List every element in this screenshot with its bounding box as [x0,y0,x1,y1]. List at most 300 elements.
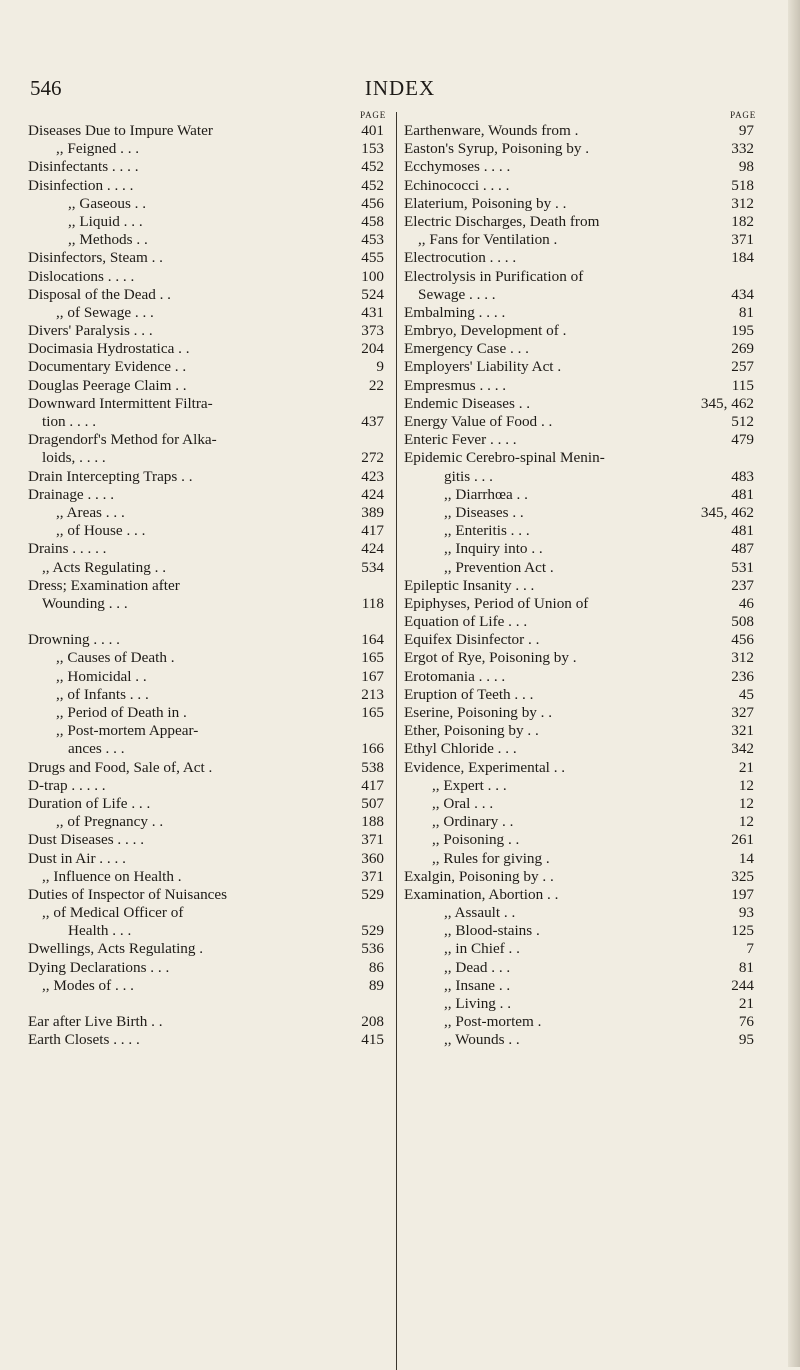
index-entry [404,959,760,977]
index-entry [28,959,390,977]
entry-page-ref: 456 [731,631,754,649]
index-entry [404,940,760,958]
entry-text: D-trap . . . . . [28,776,106,794]
index-entry [404,777,760,795]
entry-text: ,, Post-mortem . [444,1013,542,1031]
index-entry [404,631,760,649]
entry-page-ref: 456 [361,194,384,212]
index-entry [404,831,760,849]
index-entry [28,777,390,795]
page-column-label: PAGE [360,110,386,120]
entry-page-ref: 538 [361,758,384,776]
index-entry [28,286,390,304]
entry-page-ref: 115 [731,376,754,394]
entry-page-ref: 332 [731,140,754,158]
index-entry [28,413,390,431]
index-entry [404,286,760,304]
entry-page-ref: 345, 462 [700,503,754,521]
entry-page-ref: 389 [361,503,384,521]
index-entry [404,358,760,376]
entry-text: ,, of Sewage . . . [56,303,154,321]
index-entry [404,795,760,813]
index-entry [28,431,390,449]
index-entry [28,1013,390,1031]
entry-text: ,, Assault . . [444,904,516,922]
entry-page-ref: 188 [361,813,384,831]
entry-text: Electric Discharges, Death from [404,212,600,230]
page-header [0,76,800,106]
index-entry [28,595,390,613]
entry-page-ref: 371 [731,231,754,249]
entry-page-ref: 89 [368,976,384,994]
entry-text: ,, Liquid . . . [68,212,143,230]
entry-page-ref: 452 [361,158,384,176]
entry-page-ref: 371 [361,831,384,849]
entry-page-ref: 479 [731,431,754,449]
entry-text: Epileptic Insanity . . . [404,576,535,594]
page-column-label: PAGE [730,110,756,120]
index-entry [404,722,760,740]
index-entry [404,486,760,504]
entry-text: ,, of House . . . [56,522,146,540]
entry-page-ref: 195 [731,322,754,340]
entry-text: ,, Living . . [444,995,512,1012]
entry-text: ,, in Chief . . [444,940,520,958]
entry-page-ref: 153 [361,140,384,158]
index-entry [404,449,760,467]
index-entry [28,1031,390,1049]
entry-text: Ether, Poisoning by . . [404,722,539,740]
entry-text: Drowning . . . . [28,631,120,649]
index-entry [28,668,390,686]
index-entry [404,195,760,213]
entry-text: Earthenware, Wounds from . [404,122,579,139]
entry-text: Epiphyses, Period of Union of [404,594,589,612]
entry-text: ,, Rules for giving . [432,849,550,867]
entry-text: ,, Oral . . . [432,794,494,812]
entry-text: Enteric Fever . . . . [404,431,517,449]
index-entry [404,559,760,577]
entry-page-ref: 531 [731,558,754,576]
index-entry [28,940,390,958]
entry-page-ref: 312 [731,649,754,667]
entry-text: Endemic Diseases . . [404,394,531,412]
entry-page-ref: 452 [361,176,384,194]
index-entry [28,340,390,358]
entry-page-ref: 237 [731,576,754,594]
entry-text: ,, Blood-stains . [444,922,540,940]
entry-page-ref: 481 [731,485,754,503]
index-entry [404,686,760,704]
entry-text: Ethyl Chloride . . . [404,740,517,758]
entry-text: Drains . . . . . [28,540,107,558]
entry-page-ref: 165 [361,704,384,721]
entry-text: Exalgin, Poisoning by . . [404,867,554,885]
entry-text: ,, Expert . . . [432,776,507,794]
entry-text: ,, Modes of . . . [42,976,134,994]
index-entry [28,213,390,231]
index-entry [28,304,390,322]
entry-page-ref: 166 [361,740,384,758]
entry-text: ,, Methods . . [68,231,148,249]
entry-text: ,, of Medical Officer of [42,904,184,922]
index-entry [404,704,760,722]
entry-text: Dust in Air . . . . [28,849,126,867]
entry-text: Wounding . . . [42,594,128,612]
index-entry [404,613,760,631]
index-entry [404,1013,760,1031]
index-entry [28,358,390,376]
entry-page-ref: 423 [361,467,384,485]
entry-page-ref: 345, 462 [700,394,754,412]
entry-text: Disinfectants . . . . [28,158,139,176]
entry-text: Ecchymoses . . . . [404,158,511,176]
page-edge [788,0,800,1367]
entry-page-ref: 417 [361,522,384,540]
index-entry [28,322,390,340]
entry-page-ref: 518 [731,176,754,194]
entry-page-ref: 93 [738,904,754,922]
index-entry [404,158,760,176]
entry-page-ref: 244 [731,976,754,994]
entry-page-ref: 7 [746,940,754,958]
entry-text: ,, Influence on Health . [42,867,182,885]
entry-text: Examination, Abortion . . [404,885,559,903]
entry-text: Electrocution . . . . [404,249,517,267]
entry-text: ,, Diseases . . [444,503,524,521]
entry-text: Ear after Live Birth . . [28,1013,163,1031]
entry-page-ref: 21 [738,758,754,776]
entry-page-ref: 373 [361,322,384,340]
entry-text: Disinfection . . . . [28,176,134,194]
index-entry [404,922,760,940]
index-entry [404,868,760,886]
entry-page-ref: 208 [361,1013,384,1031]
entry-page-ref: 204 [361,340,384,358]
index-entries-left [28,122,390,1050]
entry-text: Dust Diseases . . . . [28,831,145,849]
entry-page-ref: 321 [731,722,754,740]
entry-text: Drain Intercepting Traps . . [28,467,193,485]
entry-text: Epidemic Cerebro-spinal Menin- [404,449,605,467]
running-title: INDEX [364,76,436,100]
index-entry [404,522,760,540]
entry-text: Drainage . . . . [28,485,115,503]
entry-text: ,, Insane . . [444,976,511,994]
entry-text: ,, Homicidal . . [56,667,147,685]
index-entry [28,377,390,395]
entry-page-ref: 458 [361,212,384,230]
index-entry [404,668,760,686]
index-entry [28,759,390,777]
index-entry [28,977,390,995]
entry-page-ref: 512 [731,413,754,430]
entry-page-ref: 167 [361,667,384,685]
entry-text: ,, Poisoning . . [432,831,520,849]
index-entry [404,413,760,431]
entry-page-ref: 437 [361,413,384,430]
index-entry [404,540,760,558]
entry-text: Embalming . . . . [404,303,506,321]
entry-text: ,, of Infants . . . [56,685,149,703]
entry-page-ref: 534 [361,558,384,576]
entry-text: ,, Wounds . . [444,1031,520,1049]
index-entry [28,195,390,213]
entry-text: Downward Intermittent Filtra- [28,394,213,412]
entry-text: ances . . . [68,740,125,758]
entry-text: Disposal of the Dead . . [28,285,171,303]
index-entry [404,468,760,486]
entry-text: ,, Causes of Death . [56,649,175,667]
index-entry [28,649,390,667]
index-entry [404,886,760,904]
index-entry [404,850,760,868]
index-entry [28,722,390,740]
index-entry [404,595,760,613]
entry-text: Elaterium, Poisoning by . . [404,194,567,212]
entry-text: gitis . . . [444,467,493,485]
index-entry [404,377,760,395]
index-entry [404,649,760,667]
entry-page-ref: 165 [361,649,384,667]
entry-text: Dragendorf's Method for Alka- [28,431,217,449]
index-entry [28,868,390,886]
entry-page-ref: 325 [731,867,754,885]
entry-page-ref: 257 [731,358,754,376]
index-entry [28,158,390,176]
index-entry [404,122,760,140]
entry-page-ref: 487 [731,540,754,558]
index-entry [28,704,390,722]
index-entry [404,1031,760,1049]
entry-text: Health . . . [68,922,132,940]
index-entry [28,268,390,286]
entry-page-ref: 81 [738,303,754,321]
entry-page-ref: 529 [361,885,384,903]
page-number: 546 [30,76,62,100]
entry-text: Dwellings, Acts Regulating . [28,940,204,958]
entry-page-ref: 483 [731,467,754,485]
entry-text: ,, Inquiry into . . [444,540,543,558]
index-entry [28,468,390,486]
entry-page-ref: 524 [361,285,384,303]
index-entry [28,686,390,704]
entry-text: ,, Areas . . . [56,503,125,521]
entry-page-ref: 327 [731,704,754,721]
index-entry [404,249,760,267]
entry-text: ,, Feigned . . . [56,140,140,158]
index-entry [404,140,760,158]
entry-text: Embryo, Development of . [404,322,567,340]
index-entry [404,431,760,449]
entry-page-ref: 342 [731,740,754,758]
index-entry [404,740,760,758]
entry-text: Equifex Disinfector . . [404,631,540,649]
index-entry [404,231,760,249]
entry-text: Docimasia Hydrostatica . . [28,340,190,358]
column-divider [396,112,397,1370]
entry-page-ref: 12 [738,794,754,812]
entry-text: Divers' Paralysis . . . [28,322,153,340]
entry-text: Eserine, Poisoning by . . [404,704,553,721]
index-entry [28,486,390,504]
entry-text: Sewage . . . . [418,285,496,303]
entry-page-ref: 536 [361,940,384,958]
index-entry [404,322,760,340]
entry-text: Earth Closets . . . . [28,1031,140,1049]
index-entry [28,559,390,577]
entry-text: ,, Acts Regulating . . [42,558,167,576]
entry-page-ref: 118 [361,594,384,612]
entry-text: Drugs and Food, Sale of, Act . [28,758,213,776]
entry-page-ref: 182 [731,212,754,230]
index-entry [28,231,390,249]
entry-text: Diseases Due to Impure Water [28,122,213,139]
entry-page-ref: 14 [738,849,754,867]
entry-text: Emergency Case . . . [404,340,529,358]
index-entry [404,304,760,322]
entry-page-ref: 508 [731,613,754,631]
index-entry [28,631,390,649]
entry-page-ref: 312 [731,194,754,212]
entry-text: Echinococci . . . . [404,176,510,194]
entry-page-ref: 184 [731,249,754,267]
index-entry [404,813,760,831]
index-entry [404,213,760,231]
entry-page-ref: 415 [361,1031,384,1049]
index-entry [404,340,760,358]
entry-page-ref: 360 [361,849,384,867]
entry-text: ,, Fans for Ventilation . [418,231,558,249]
entry-text: ,, Diarrhœa . . [444,485,528,503]
entry-text: Duration of Life . . . [28,794,151,812]
entry-text: Erotomania . . . . [404,667,506,685]
entry-text: ,, Ordinary . . [432,813,514,831]
entry-text: Dying Declarations . . . [28,958,170,976]
entry-text: ,, Gaseous . . [68,194,147,212]
entry-page-ref: 272 [361,449,384,467]
entry-text: Equation of Life . . . [404,613,528,631]
index-entry [28,850,390,868]
entry-text: ,, Dead . . . [444,958,511,976]
entry-page-ref: 76 [738,1013,754,1031]
entry-text: loids, . . . . [42,449,106,467]
index-entry [28,886,390,904]
entry-page-ref: 371 [361,867,384,885]
index-entry [28,922,390,940]
index-entry [404,504,760,522]
entry-page-ref: 481 [731,522,754,540]
index-entry [404,268,760,286]
entry-page-ref: 22 [368,376,384,394]
entry-page-ref: 46 [738,594,754,612]
index-entry [28,577,390,595]
entry-page-ref: 81 [738,958,754,976]
index-entry [28,813,390,831]
entry-text: ,, Period of Death in . [56,704,187,721]
index-entry [28,122,390,140]
entry-text: Energy Value of Food . . [404,413,553,430]
entry-text: Ergot of Rye, Poisoning by . [404,649,577,667]
entry-text: Empresmus . . . . [404,376,507,394]
index-entry [28,504,390,522]
entry-page-ref: 197 [731,885,754,903]
entry-page-ref: 261 [731,831,754,849]
index-entry [28,540,390,558]
entry-text: Dislocations . . . . [28,267,135,285]
entry-text: Electrolysis in Purification of [404,267,584,285]
entry-page-ref: 97 [738,122,754,139]
index-entry [404,177,760,195]
index-entry [28,140,390,158]
entry-text: Easton's Syrup, Poisoning by . [404,140,590,158]
entry-text: ,, Post-mortem Appear- [56,722,199,740]
entry-page-ref: 100 [361,267,384,285]
entry-page-ref: 95 [738,1031,754,1049]
entry-page-ref: 417 [361,776,384,794]
entry-page-ref: 424 [361,485,384,503]
entry-text: Employers' Liability Act . [404,358,562,376]
entry-page-ref: 9 [376,358,384,376]
entry-page-ref: 125 [731,922,754,940]
entry-page-ref: 455 [361,249,384,267]
entry-page-ref: 529 [361,922,384,940]
index-entry [28,904,390,922]
entry-text: Documentary Evidence . . [28,358,187,376]
index-entry [404,995,760,1013]
index-entry [404,904,760,922]
index-entries-right [404,122,760,1050]
entry-page-ref: 86 [368,958,384,976]
entry-text: Douglas Peerage Claim . . [28,376,187,394]
entry-page-ref: 431 [361,303,384,321]
entry-page-ref: 12 [738,776,754,794]
entry-text: Disinfectors, Steam . . [28,249,163,267]
index-entry [404,577,760,595]
entry-page-ref: 507 [361,794,384,812]
entry-text: ,, Prevention Act . [444,558,554,576]
index-entry [28,795,390,813]
entry-text: tion . . . . [42,413,97,430]
entry-page-ref: 401 [361,122,384,139]
entry-text: ,, Enteritis . . . [444,522,530,540]
index-entry [28,395,390,413]
entry-page-ref: 213 [361,685,384,703]
entry-page-ref: 236 [731,667,754,685]
index-entry [404,977,760,995]
index-entry [28,740,390,758]
entry-page-ref: 453 [361,231,384,249]
entry-text: Dress; Examination after [28,576,180,594]
entry-page-ref: 424 [361,540,384,558]
entry-page-ref: 21 [738,995,754,1012]
entry-page-ref: 434 [731,285,754,303]
entry-page-ref: 12 [738,813,754,831]
entry-text: Duties of Inspector of Nuisances [28,885,228,903]
index-entry [404,759,760,777]
index-entry [28,449,390,467]
entry-text: Evidence, Experimental . . [404,758,566,776]
index-entry [28,831,390,849]
entry-text: ,, of Pregnancy . . [56,813,164,831]
index-entry [28,522,390,540]
index-entry [404,395,760,413]
entry-page-ref: 164 [361,631,384,649]
entry-page-ref: 269 [731,340,754,358]
index-entry [28,177,390,195]
entry-text: Eruption of Teeth . . . [404,685,534,703]
entry-page-ref: 98 [738,158,754,176]
